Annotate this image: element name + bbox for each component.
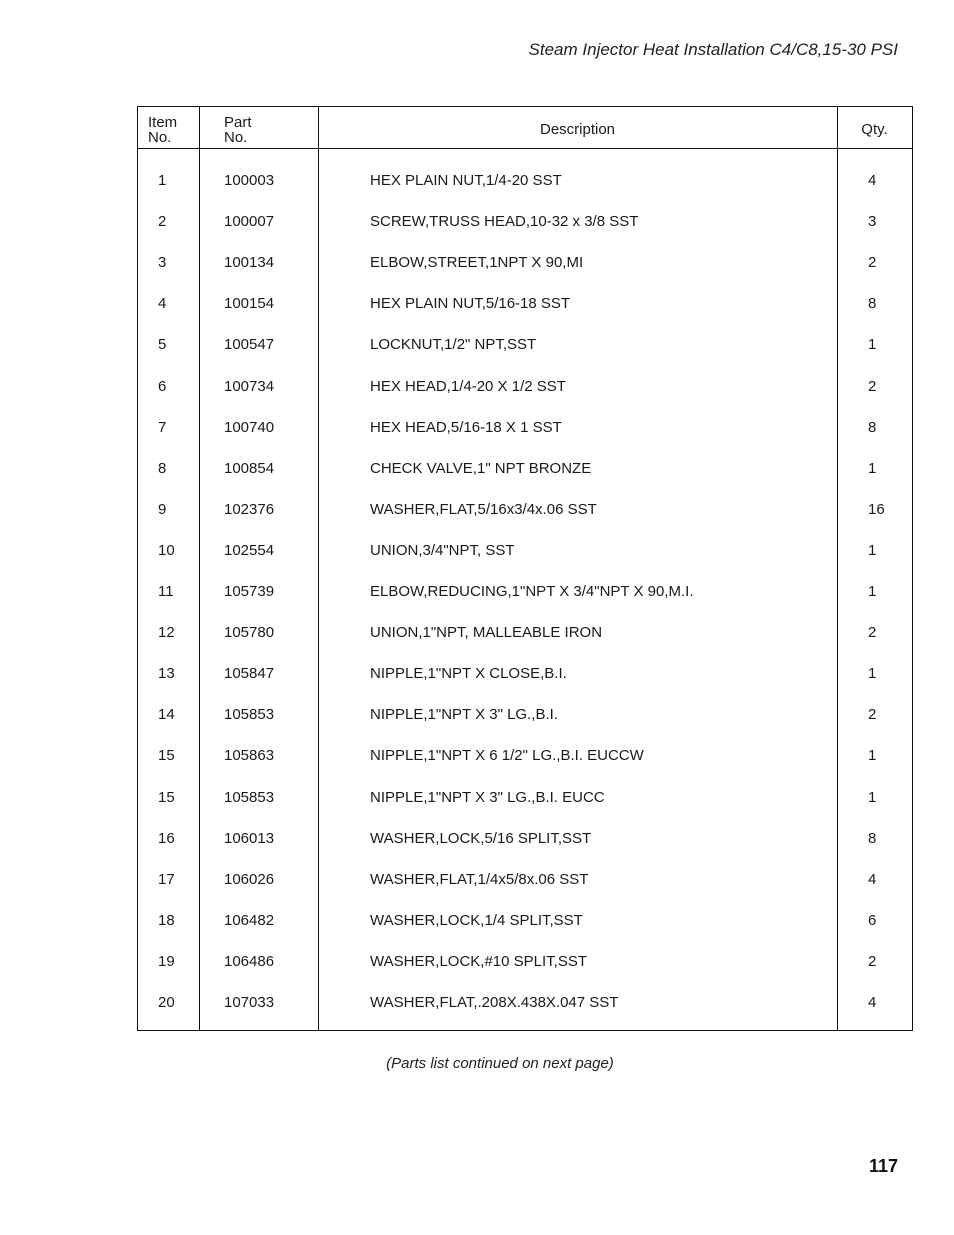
quantity-cell: 16	[868, 500, 885, 518]
part-number-cell: 100547	[224, 336, 275, 354]
item-number-cell: 11	[158, 583, 174, 600]
quantity-cell: 1	[868, 747, 877, 765]
description-cell: UNION,1"NPT, MALLEABLE IRON	[370, 624, 603, 642]
table-row	[138, 818, 912, 859]
quantity-cell: 1	[868, 459, 877, 477]
part-number-cell: 100854	[224, 459, 275, 477]
table-row	[138, 283, 912, 324]
quantity-cell: 8	[868, 295, 877, 313]
page-header-title: Steam Injector Heat Installation C4/C8,15-30 PSI	[528, 40, 898, 59]
page-number: 117	[868, 1156, 898, 1176]
description-cell: WASHER,LOCK,1/4 SPLIT,SST	[370, 911, 583, 929]
column-header-text: No.	[148, 129, 172, 146]
table-row	[138, 324, 912, 365]
table-row	[138, 859, 912, 900]
quantity-cell: 2	[868, 624, 877, 642]
part-number-cell: 105863	[224, 747, 275, 765]
item-number-cell: 20	[158, 994, 175, 1011]
item-number-cell: 7	[158, 418, 167, 436]
part-number-cell: 100134	[224, 254, 275, 272]
table-row	[138, 448, 912, 489]
description-cell: ELBOW,REDUCING,1"NPT X 3/4"NPT X 90,M.I.	[370, 583, 694, 600]
quantity-cell: 4	[868, 994, 877, 1011]
part-number-cell: 106482	[224, 911, 275, 929]
item-number-cell: 8	[158, 459, 167, 477]
part-number-cell: 105780	[224, 624, 275, 642]
part-number-cell: 106486	[224, 952, 275, 970]
item-number-cell: 14	[158, 706, 175, 724]
description-cell: NIPPLE,1"NPT X CLOSE,B.I.	[370, 665, 567, 683]
quantity-cell: 8	[868, 418, 877, 436]
quantity-cell: 2	[868, 377, 877, 395]
column-header-text: Part	[224, 114, 252, 131]
item-number-cell: 16	[158, 829, 175, 847]
description-cell: WASHER,FLAT,1/4x5/8x.06 SST	[370, 870, 589, 888]
quantity-cell: 1	[868, 665, 877, 683]
column-header-description: Description	[539, 121, 616, 138]
table-row	[138, 982, 912, 1023]
item-number-cell: 2	[158, 213, 167, 231]
item-number-cell: 3	[158, 254, 167, 272]
part-number-cell: 102376	[224, 500, 275, 518]
table-row	[138, 571, 912, 612]
part-number-cell: 106026	[224, 870, 275, 888]
table-row	[138, 735, 912, 776]
description-cell: CHECK VALVE,1" NPT BRONZE	[370, 459, 592, 477]
part-number-cell: 100003	[224, 172, 275, 189]
item-number-cell: 6	[158, 377, 167, 395]
column-header-part-no	[224, 115, 304, 145]
part-number-cell: 100734	[224, 377, 275, 395]
description-cell: WASHER,LOCK,#10 SPLIT,SST	[370, 952, 588, 970]
quantity-cell: 4	[868, 870, 877, 888]
column-header-text: Item	[148, 114, 178, 131]
continued-note: (Parts list continued on next page)	[386, 1055, 614, 1072]
item-number-cell: 12	[158, 624, 175, 642]
parts-table	[137, 106, 913, 1031]
part-number-cell: 105847	[224, 665, 275, 683]
description-cell: NIPPLE,1"NPT X 3" LG.,B.I. EUCC	[370, 788, 605, 806]
part-number-cell: 105739	[224, 583, 275, 600]
column-header-item-no	[148, 115, 196, 145]
part-number-cell: 100740	[224, 418, 275, 436]
item-number-cell: 15	[158, 788, 175, 806]
table-row	[138, 694, 912, 735]
description-cell: HEX PLAIN NUT,5/16-18 SST	[370, 295, 571, 313]
quantity-cell: 1	[868, 583, 877, 600]
description-cell: HEX PLAIN NUT,1/4-20 SST	[370, 172, 562, 189]
quantity-cell: 2	[868, 706, 877, 724]
quantity-cell: 1	[868, 788, 877, 806]
part-number-cell: 100007	[224, 213, 275, 231]
part-number-cell: 105853	[224, 706, 275, 724]
quantity-cell: 2	[868, 952, 877, 970]
description-cell: ELBOW,STREET,1NPT X 90,MI	[370, 254, 584, 272]
description-cell: LOCKNUT,1/2" NPT,SST	[370, 336, 537, 354]
table-row	[138, 612, 912, 653]
item-number-cell: 1	[158, 172, 167, 189]
table-row	[138, 530, 912, 571]
description-cell: WASHER,FLAT,5/16x3/4x.06 SST	[370, 500, 597, 518]
description-cell: HEX HEAD,5/16-18 X 1 SST	[370, 418, 562, 436]
description-cell: UNION,3/4"NPT, SST	[370, 541, 515, 559]
part-number-cell: 105853	[224, 788, 275, 806]
quantity-cell: 1	[868, 336, 877, 354]
table-row	[138, 941, 912, 982]
quantity-cell: 2	[868, 254, 877, 272]
table-row	[138, 900, 912, 941]
part-number-cell: 107033	[224, 994, 275, 1011]
table-header-row	[138, 107, 912, 149]
description-cell: WASHER,FLAT,.208X.438X.047 SST	[370, 994, 619, 1011]
column-header-qty: Qty.	[861, 121, 888, 138]
item-number-cell: 4	[158, 295, 167, 313]
item-number-cell: 13	[158, 665, 175, 683]
quantity-cell: 6	[868, 911, 877, 929]
table-row	[138, 160, 912, 201]
item-number-cell: 5	[158, 336, 167, 354]
table-row	[138, 777, 912, 818]
quantity-cell: 3	[868, 213, 877, 231]
table-row	[138, 653, 912, 694]
description-cell: NIPPLE,1"NPT X 3" LG.,B.I.	[370, 706, 558, 724]
table-row	[138, 407, 912, 448]
item-number-cell: 15	[158, 747, 175, 765]
column-header-text: No.	[224, 129, 248, 146]
quantity-cell: 1	[868, 541, 877, 559]
quantity-cell: 8	[868, 829, 877, 847]
table-row	[138, 366, 912, 407]
item-number-cell: 17	[158, 870, 175, 888]
table-row	[138, 489, 912, 530]
item-number-cell: 18	[158, 911, 175, 929]
description-cell: WASHER,LOCK,5/16 SPLIT,SST	[370, 829, 592, 847]
table-row	[138, 242, 912, 283]
part-number-cell: 102554	[224, 541, 275, 559]
item-number-cell: 9	[158, 500, 167, 518]
quantity-cell: 4	[868, 172, 877, 189]
table-row	[138, 201, 912, 242]
part-number-cell: 106013	[224, 829, 275, 847]
item-number-cell: 19	[158, 952, 175, 970]
description-cell: SCREW,TRUSS HEAD,10-32 x 3/8 SST	[370, 213, 639, 231]
part-number-cell: 100154	[224, 295, 275, 313]
description-cell: HEX HEAD,1/4-20 X 1/2 SST	[370, 377, 566, 395]
item-number-cell: 10	[158, 541, 175, 559]
description-cell: NIPPLE,1"NPT X 6 1/2" LG.,B.I. EUCCW	[370, 747, 644, 765]
